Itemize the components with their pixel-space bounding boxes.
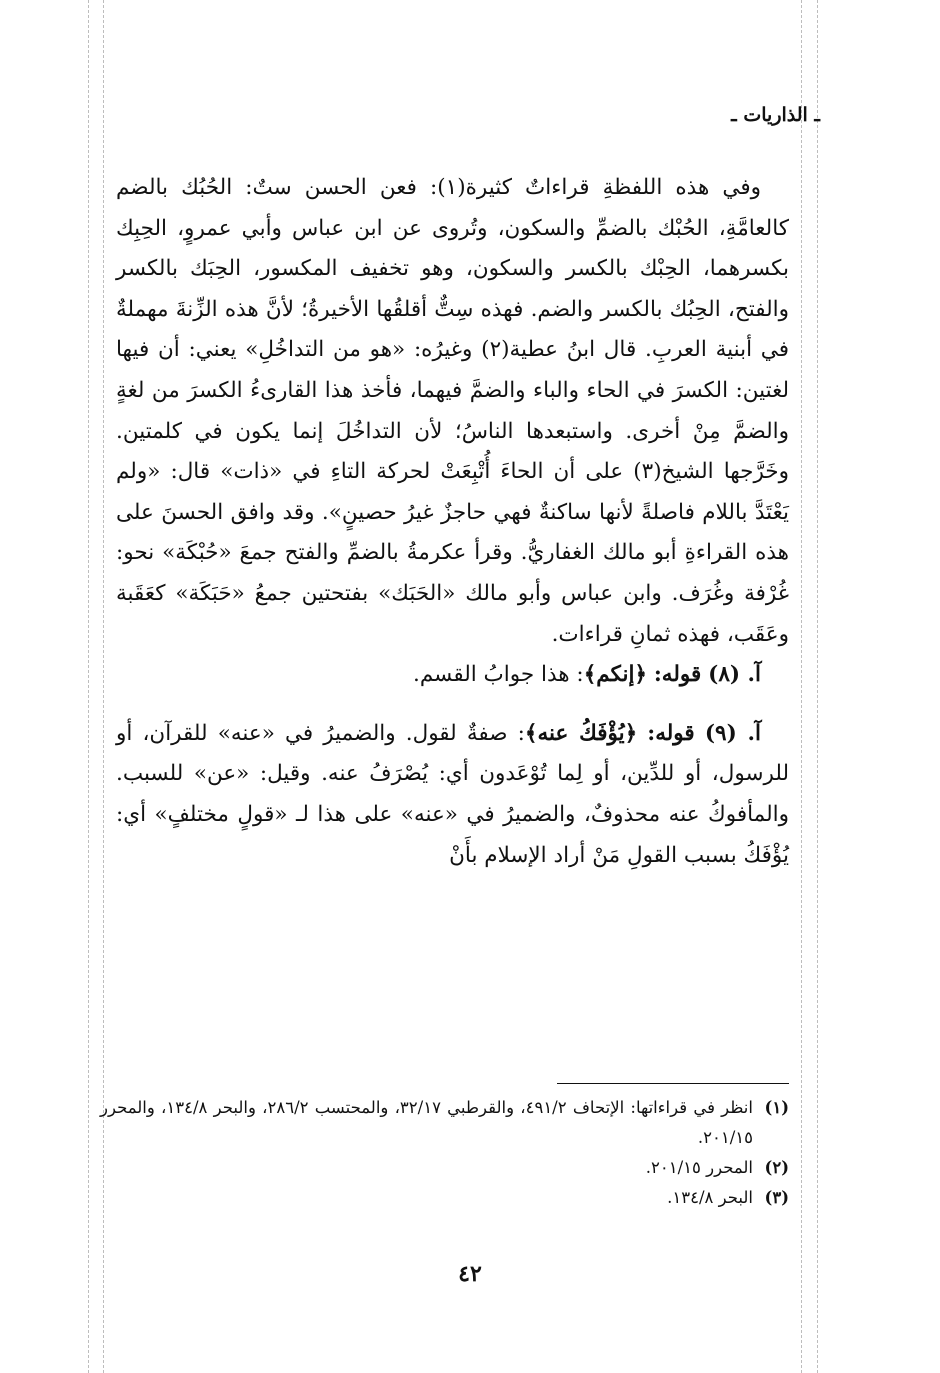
- verse-8-number: آ. (٨): [708, 662, 761, 688]
- verse-9-commentary: : صفةٌ لقول. والضميرُ في «عنه» للقرآن، أو للرسول، أو للدِّين، أو لِما تُوْعَدون أي: يُصْرَفُ عنه. وقيل: «عن» للسبب. والمأفوكُ عنه محذوفٌ، والضميرُ في «عنه» على هذا لـ «قولٍ مختلفٍ» أي: يُؤْفَكُ بسبب القولِ مَنْ أراد الإسلام بأَنْ: [116, 720, 789, 868]
- margin-guide-left-outer: [88, 0, 89, 1373]
- footnote-2: [100, 1153, 789, 1183]
- footnote-divider: [557, 1083, 789, 1084]
- footnote-3-text: البحر ١٣٤/٨.: [667, 1188, 753, 1207]
- page-header: ـ الذاريات ـ: [731, 104, 820, 126]
- verse-8-quote: ﴿إنكم﴾: [583, 662, 648, 688]
- main-text: [116, 168, 789, 876]
- verse-9-quote: ﴿يُؤْفَكُ عنه﴾: [524, 720, 638, 746]
- footnote-1-number: (١): [764, 1098, 789, 1117]
- verse-9-paragraph: [116, 714, 789, 876]
- verse-8-commentary: : هذا جوابُ القسم.: [413, 662, 584, 688]
- intro-paragraph: وفي هذه اللفظةِ قراءاتٌ كثيرة(١): فعن الحسن ستٌ: الحُبُك بالضم كالعامَّةِ، الحُبْك بالضمِّ والسكون، وتُروى عن ابن عباس وأبي عمروٍ، الحِبِك بكسرهما، الحِبْك بالكسر والسكون، وهو تخفيف المكسور، الحِبَك بالكسر والفتح، الحِبُك بالكسر والضم. فهذه سِتٌّ أقلقُها الأخيرةُ؛ لأنَّ هذه الزِّنةَ مهملةٌ في أبنية العربِ. قال ابنُ عطية(٢) وغيرُه: «هو من التداخُلِ» يعني: أن فيها لغتين: الكسرَ في الحاء والباء والضمَّ فيهما، فأخذ هذا القارىءُ الكسرَ من لغةٍ والضمَّ مِنْ أخرى. واستبعدها الناسُ؛ لأن التداخُلَ إنما يكون في كلمتين. وخَرَّجها الشيخ(٣) على أن الحاءَ أُتْبِعَتْ لحركة التاءِ في «ذات» قال: «ولم يَعْتَدَّ باللام فاصلةً لأنها ساكنةٌ فهي حاجزٌ غيرُ حصينٍ». وقد وافق الحسنَ على هذه القراءةِ أبو مالك الغفاريُّ. وقرأ عكرمةُ بالضمِّ والفتح جمعَ «حُبْكَة» نحو: غُرْفة وغُرَف. وابن عباس وأبو مالك «الحَبَك» بفتحتين جمعُ «حَبَكَة» كعَقَبة وعَقَب، فهذه ثمانِ قراءات.: [116, 175, 789, 647]
- footnotes: [100, 1093, 789, 1213]
- footnote-2-text: المحرر ٢٠١/١٥.: [645, 1158, 753, 1177]
- verse-8-keyword: قوله:: [653, 662, 702, 688]
- footnote-3-number: (٣): [764, 1188, 789, 1207]
- footnote-2-number: (٢): [764, 1158, 789, 1177]
- footnote-1-text: انظر في قراءاتها: الإتحاف ٤٩١/٢، والقرطبي ٣٢/١٧، والمحتسب ٢٨٦/٢، والبحر ١٣٤/٨، والمحرر ٢٠١/١٥.: [100, 1098, 753, 1147]
- footnote-3: [100, 1183, 789, 1213]
- margin-guide-right-outer: [817, 0, 818, 1373]
- footnote-1: [100, 1093, 789, 1153]
- page-number: ٤٢: [458, 1261, 482, 1287]
- verse-9-number: آ. (٩): [704, 720, 761, 746]
- verse-8-paragraph: [116, 655, 789, 696]
- margin-guide-right-inner: [801, 0, 802, 1373]
- verse-9-keyword: قوله:: [647, 720, 695, 746]
